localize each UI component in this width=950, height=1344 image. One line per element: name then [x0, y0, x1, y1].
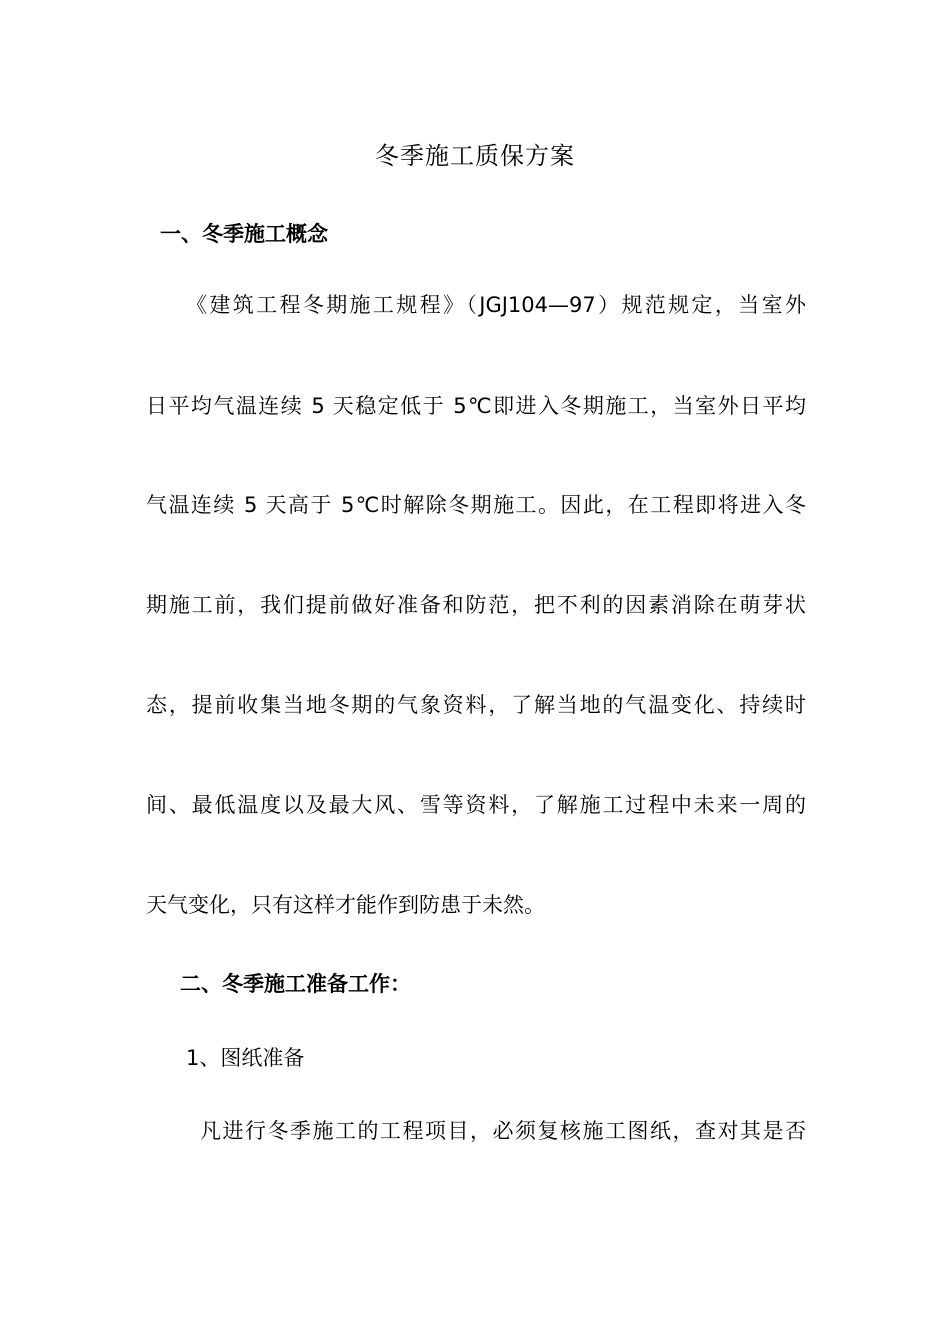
sub-heading-drawings: 1、图纸准备	[186, 1046, 305, 1070]
paragraph-line: 日平均气温连续 5 天稳定低于 5℃即进入冬期施工，当室外日平均	[146, 394, 806, 418]
paragraph-line: 《建筑工程冬期施工规程》（JGJ104—97）规范规定，当室外	[186, 293, 806, 317]
paragraph-line: 间、最低温度以及最大风、雪等资料，了解施工过程中未来一周的	[146, 793, 806, 817]
paragraph-line: 期施工前，我们提前做好准备和防范，把不利的因素消除在萌芽状	[146, 593, 806, 617]
section-heading-preparation: 二、冬季施工准备工作：	[180, 972, 411, 996]
paragraph-line: 态，提前收集当地冬期的气象资料，了解当地的气温变化、持续时	[146, 693, 806, 717]
paragraph-line: 气温连续 5 天高于 5℃时解除冬期施工。因此，在工程即将进入冬	[146, 493, 806, 517]
section-heading-winter-concept: 一、冬季施工概念	[160, 222, 328, 246]
document-title: 冬季施工质保方案	[375, 142, 575, 170]
paragraph-line: 天气变化，只有这样才能作到防患于未然。	[146, 893, 545, 917]
paragraph-line: 凡进行冬季施工的工程项目，必须复核施工图纸，查对其是否	[200, 1119, 806, 1143]
